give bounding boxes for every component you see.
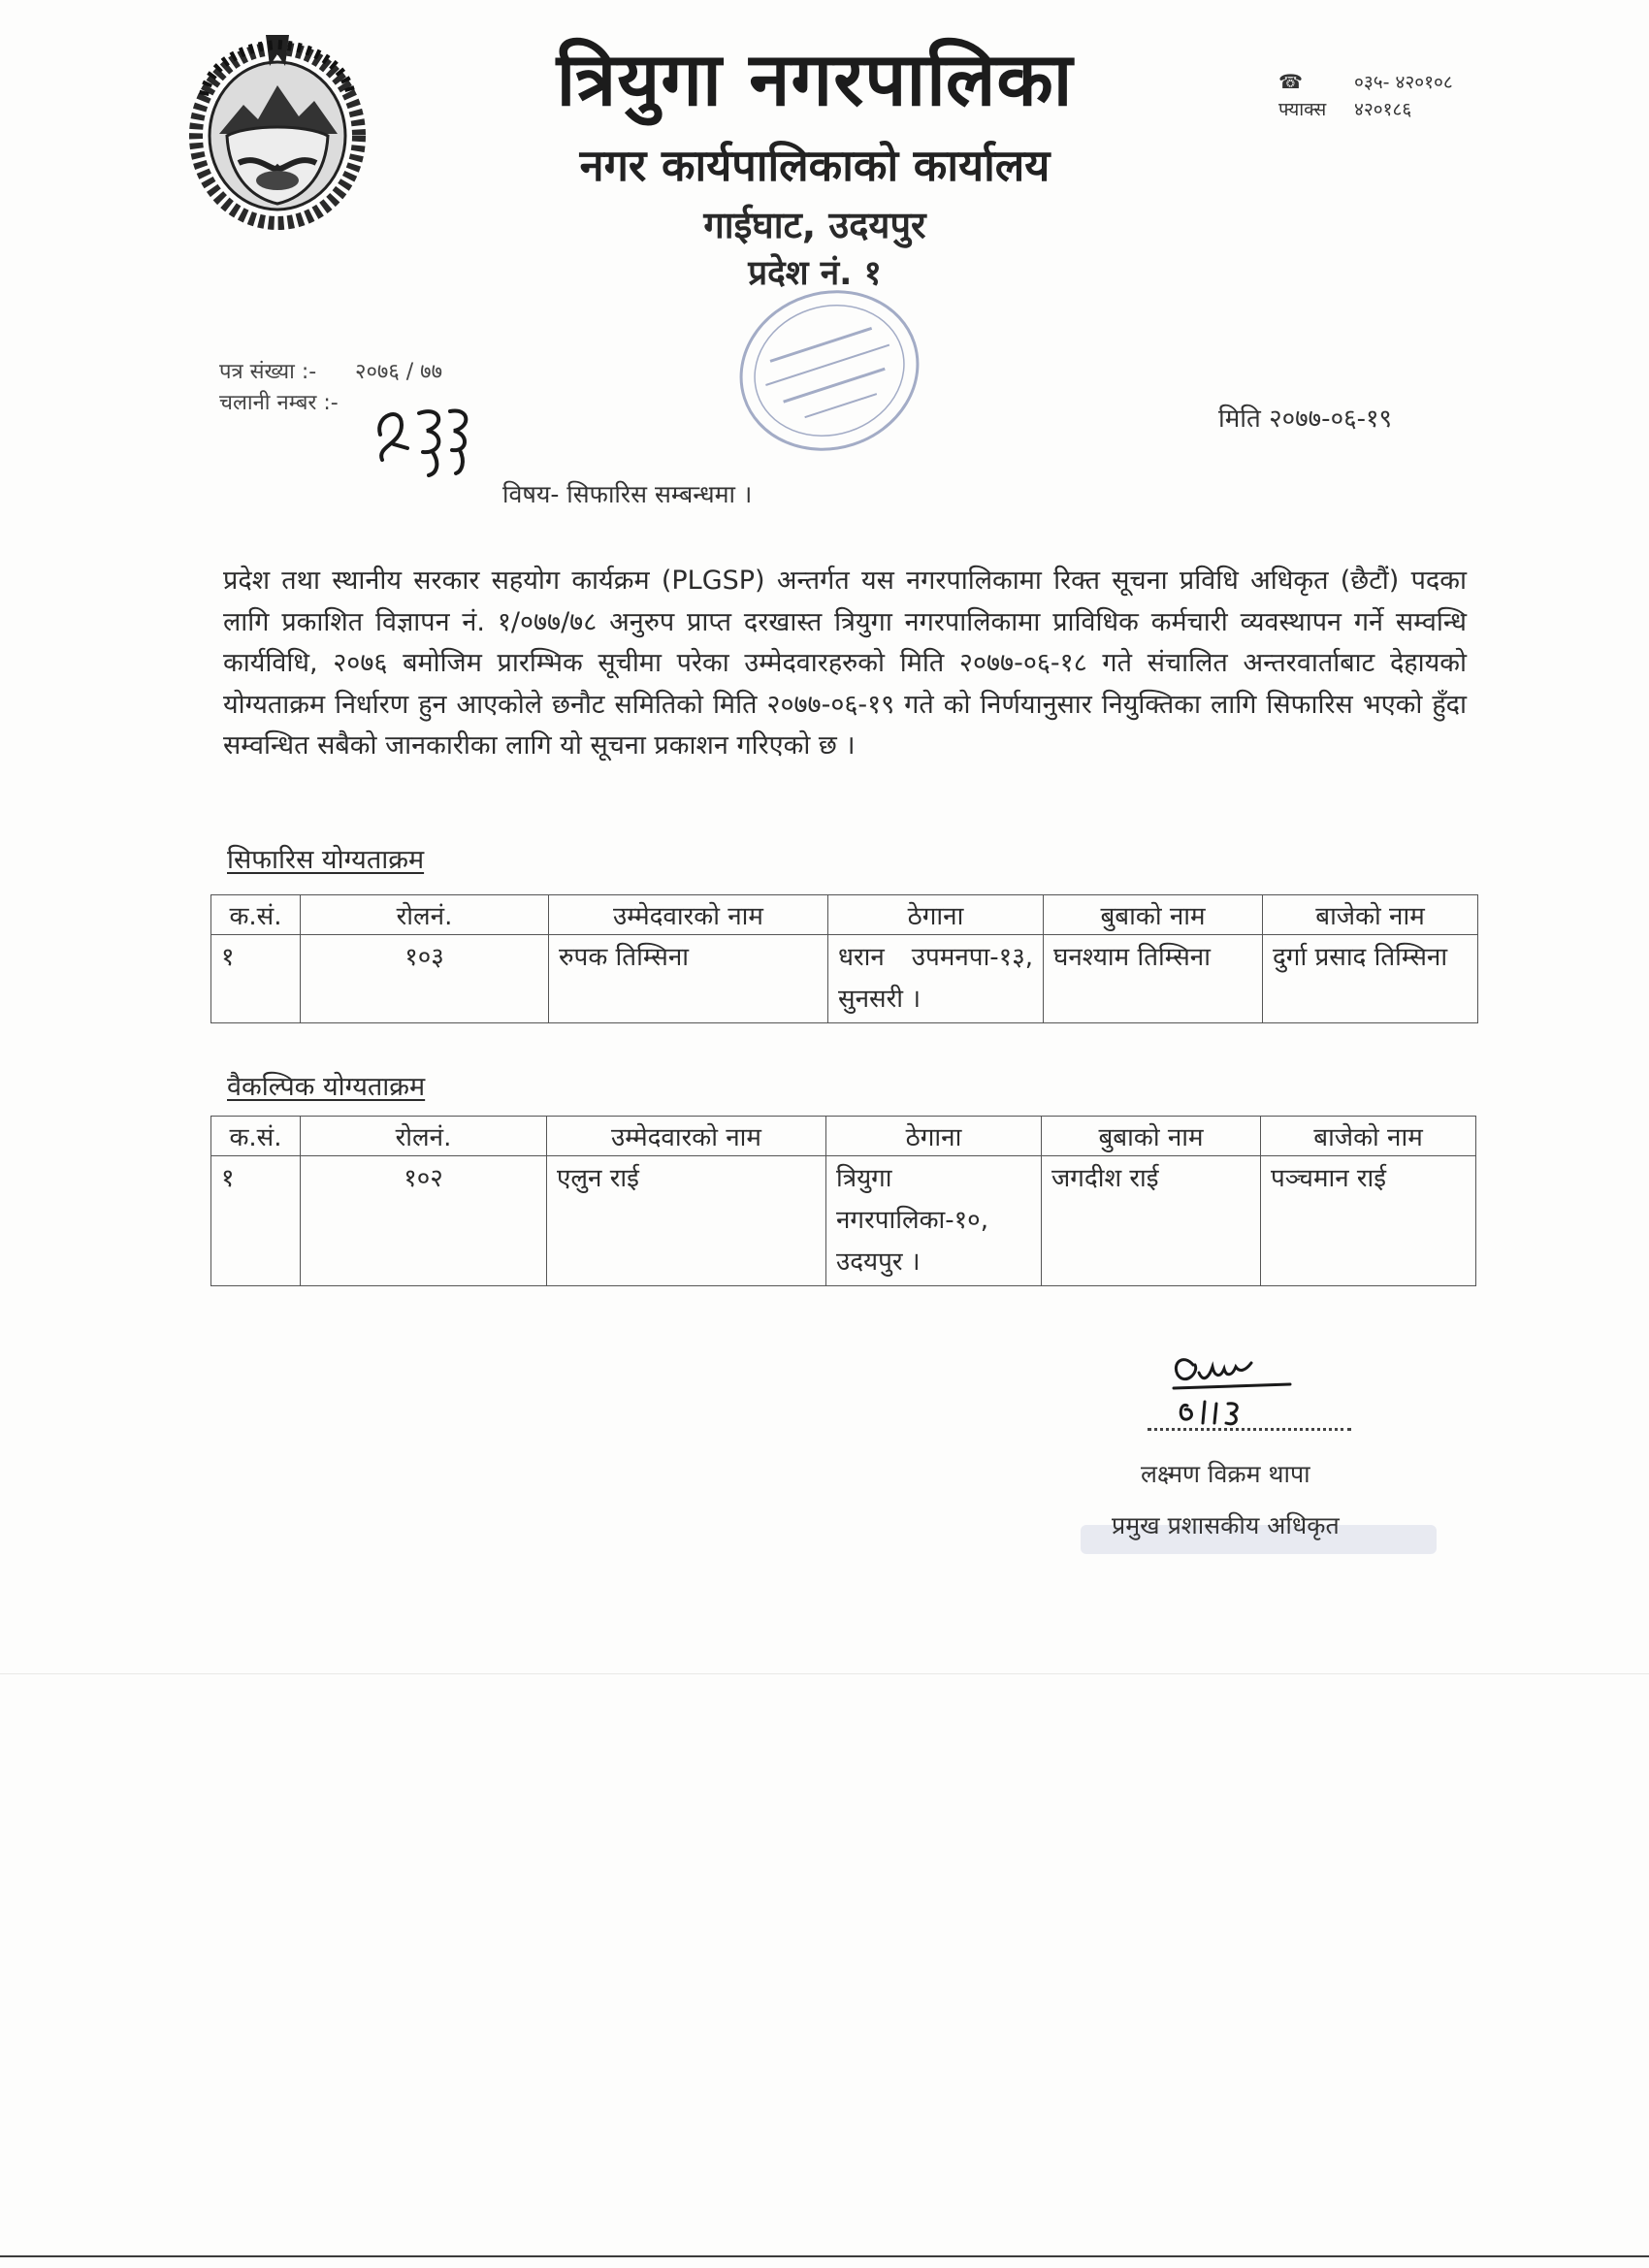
- col-header-father: बुबाको नाम: [1042, 1117, 1261, 1156]
- table-header-row: [211, 895, 1478, 935]
- alternate-table: [210, 1116, 1476, 1286]
- col-header-grandfather: बाजेको नाम: [1261, 1117, 1476, 1156]
- col-header-roll: रोलनं.: [301, 895, 549, 935]
- page-title: त्रियुगा नगरपालिका: [556, 36, 1074, 122]
- col-header-roll: रोलनं.: [301, 1117, 547, 1156]
- paper-fold-line: [0, 1673, 1649, 1674]
- cell-sn: १: [211, 935, 301, 1023]
- col-header-sn: क.सं.: [211, 1117, 301, 1156]
- phone-row: [1278, 68, 1453, 96]
- recommended-table: [210, 894, 1478, 1023]
- office-subtitle: नगर कार्यपालिकाको कार्यालय: [579, 140, 1051, 191]
- cell-address: त्रियुगा नगरपालिका-१०, उदयपुर ।: [826, 1156, 1042, 1286]
- letter-date: मिति २०७७-०६-१९: [1218, 405, 1393, 434]
- fax-label: फ्याक्स: [1278, 99, 1327, 120]
- cell-name: रुपक तिम्सिना: [549, 935, 828, 1023]
- letter-number: २०७६ / ७७: [355, 360, 443, 384]
- col-header-address: ठेगाना: [826, 1117, 1042, 1156]
- letter-number-row: [219, 357, 442, 388]
- table-header-row: [211, 1117, 1476, 1156]
- province-label: प्रदेश नं. १: [748, 254, 882, 293]
- cell-roll: १०३: [301, 935, 549, 1023]
- handwritten-signature: [1145, 1344, 1319, 1441]
- cell-father: जगदीश राई: [1042, 1156, 1261, 1286]
- table-row: [211, 1156, 1476, 1286]
- col-header-name: उम्मेदवारको नाम: [547, 1117, 826, 1156]
- cell-roll: १०२: [301, 1156, 547, 1286]
- table-row: [211, 935, 1478, 1023]
- notice-body: प्रदेश तथा स्थानीय सरकार सहयोग कार्यक्रम (PLGSP) अन्तर्गत यस नगरपालिकामा रिक्त सूचना प्रविधि अधिकृत (छैटौं) पदका लागि प्रकाशित विज्ञापन नं. १/०७७/७८ अनुरुप प्राप्त दरखास्त त्रियुगा नगरपालिकामा प्राविधिक कर्मचारी व्यवस्थापन गर्ने सम्वन्धि कार्यविधि, २०७६ बमोजिम प्रारम्भिक सूचीमा परेका उम्मेदवारहरुको मिति २०७७-०६-१८ गते संचालित अन्तरवार्ताबाट देहायको योग्यताक्रम निर्धारण हुन आएकोले छनौट समितिको मिति २०७७-०६-१९ गते को निर्णयानुसार नियुक्तिका लागि सिफारिस भएको हुँदा सम्वन्धित सबैको जानकारीका लागि यो सूचना प्रकाशन गरिएको छ ।: [223, 566, 1467, 761]
- cell-father: घनश्याम तिम्सिना: [1044, 935, 1263, 1023]
- office-address: गाईघाट, उदयपुर: [703, 204, 926, 246]
- cell-grandfather: दुर्गा प्रसाद तिम्सिना: [1263, 935, 1478, 1023]
- col-header-sn: क.सं.: [211, 895, 301, 935]
- handwritten-dispatch-number: [372, 396, 473, 477]
- col-header-father: बुबाको नाम: [1044, 895, 1263, 935]
- telephone-icon: ☎: [1278, 70, 1303, 93]
- col-header-address: ठेगाना: [828, 895, 1044, 935]
- phone-number: ०३५- ४२०१०८: [1354, 72, 1453, 93]
- cell-grandfather: पञ्चमान राई: [1261, 1156, 1476, 1286]
- cell-sn: १: [211, 1156, 301, 1286]
- scan-edge-line: [0, 2255, 1649, 2257]
- letter-number-label: पत्र संख्या :-: [219, 360, 317, 384]
- fax-row: [1278, 96, 1453, 123]
- recommended-section-title: सिफारिस योग्यताक्रम: [227, 845, 425, 875]
- fax-number: ४२०१८६: [1354, 99, 1412, 120]
- office-seal-stamp-icon: [718, 274, 941, 468]
- cell-name: एलुन राई: [547, 1156, 826, 1286]
- contact-info: [1278, 68, 1453, 123]
- nepal-government-emblem-icon: [180, 27, 374, 231]
- alternate-section-title: वैकल्पिक योग्यताक्रम: [227, 1072, 426, 1102]
- col-header-name: उम्मेदवारको नाम: [549, 895, 828, 935]
- subject-line: विषय- सिफारिस सम्बन्धमा ।: [502, 480, 753, 508]
- signatory-title: प्रमुख प्रशासकीय अधिकृत: [1112, 1511, 1340, 1539]
- signature-line: [1148, 1428, 1351, 1431]
- col-header-grandfather: बाजेको नाम: [1263, 895, 1478, 935]
- signatory-name: लक्ष्मण विक्रम थापा: [1141, 1460, 1310, 1488]
- dispatch-number-label: चलानी नम्बर :-: [219, 391, 339, 415]
- cell-address: धरान उपमनपा-१३, सुनसरी ।: [828, 935, 1044, 1023]
